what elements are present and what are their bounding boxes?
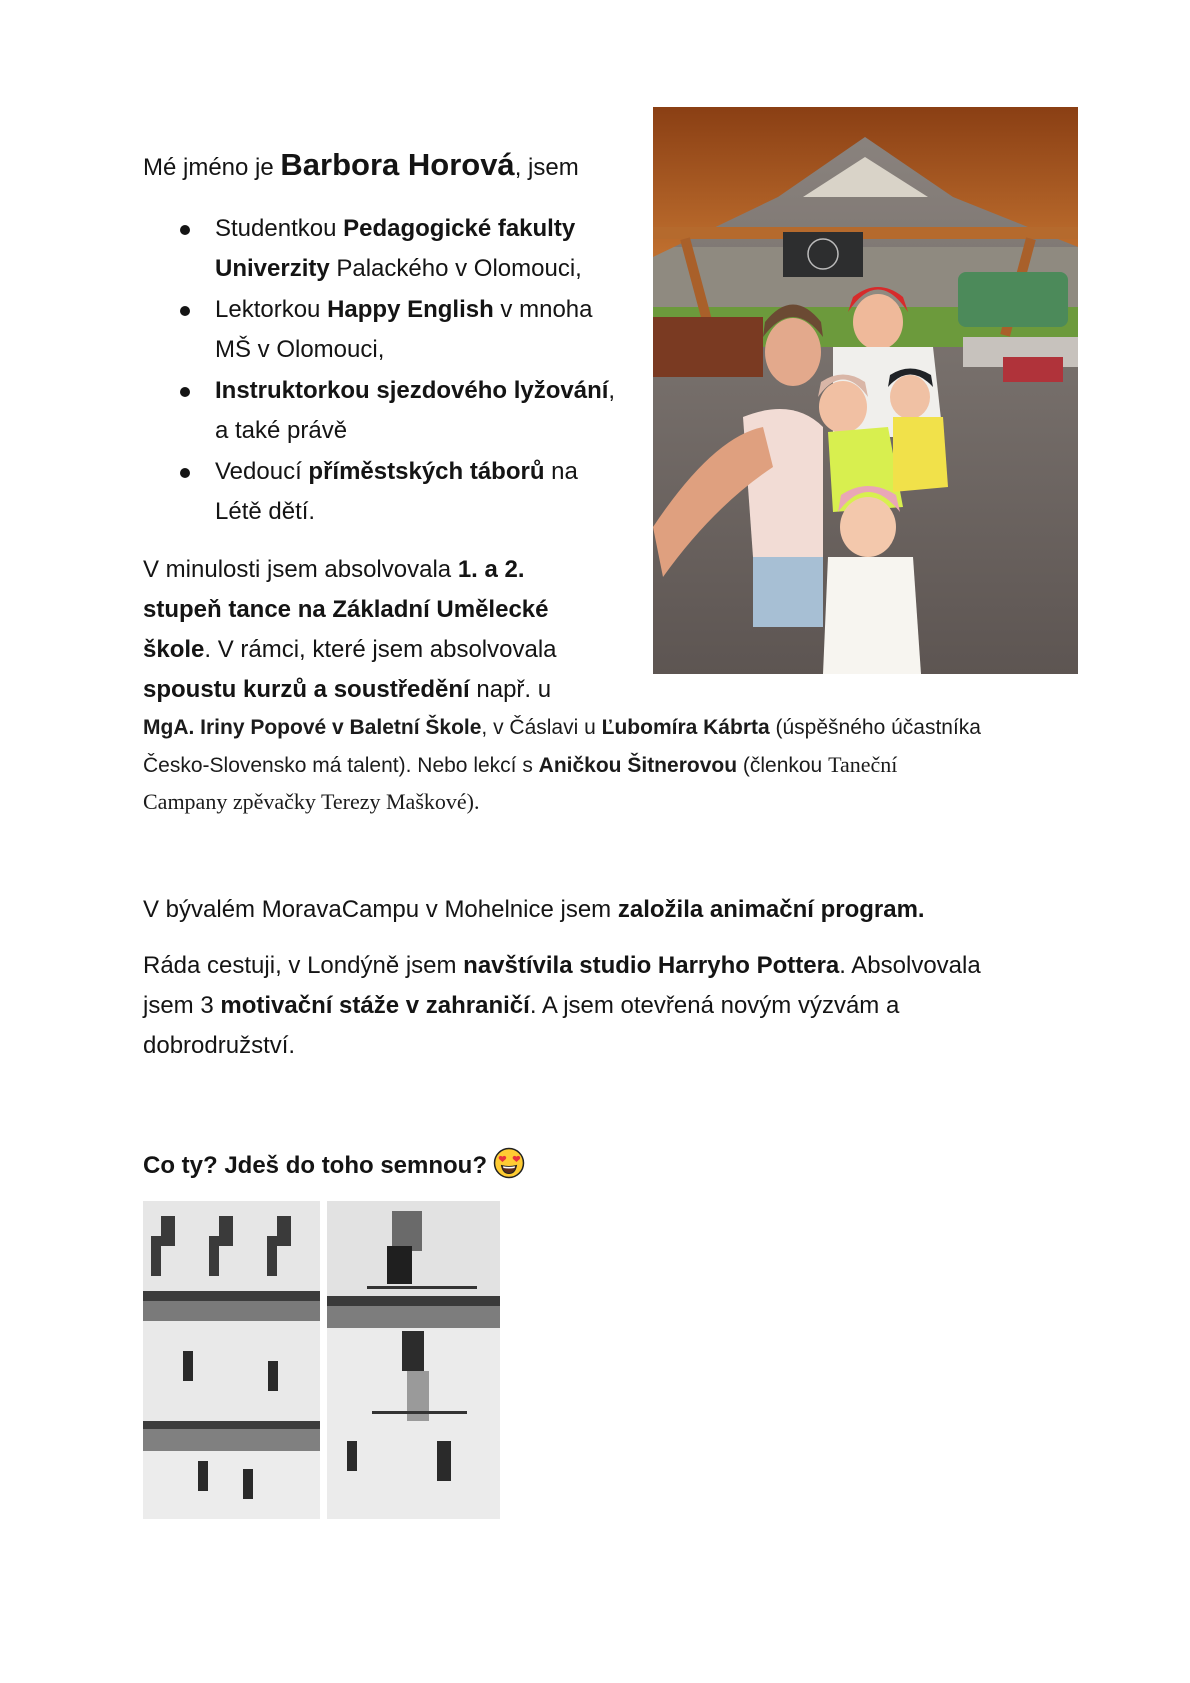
text-line	[143, 991, 899, 1021]
call-to-action	[143, 1147, 525, 1181]
text: dobrodružství.	[143, 1032, 296, 1059]
bullet-icon	[180, 468, 190, 478]
text: V bývalém MoravaCampu v Mohelnice jsem	[143, 896, 618, 923]
text: Campany zpěvačky Terezy Maškové).	[143, 789, 480, 814]
text-line	[143, 787, 479, 818]
text: v mnoha	[493, 296, 593, 323]
text-line	[215, 295, 592, 325]
bullet-icon	[180, 225, 190, 235]
text-line	[143, 713, 981, 743]
bold-text: Univerzity	[215, 255, 330, 282]
text-line	[215, 457, 578, 487]
text: V minulosti jsem absolvovala	[143, 556, 458, 583]
text-line	[215, 214, 575, 244]
text: Česko-Slovensko má talent). Nebo lekcí s	[143, 754, 539, 777]
text: (členkou	[737, 754, 829, 777]
author-name: Barbora Horová	[280, 147, 515, 182]
text-line	[143, 555, 525, 585]
bold-text: navštívila studio Harryho Pottera	[463, 952, 840, 979]
text: Lektorkou	[215, 296, 328, 323]
text: Taneční	[828, 752, 898, 777]
text: ,	[608, 377, 616, 404]
text: Ráda cestuji, v Londýně jsem	[143, 952, 464, 979]
intro-prefix: Mé jméno je	[143, 154, 281, 181]
text: a také právě	[215, 417, 348, 444]
text-line	[143, 951, 981, 981]
text: Studentkou	[215, 215, 344, 242]
bold-text: Instruktorkou sjezdového lyžování	[215, 377, 609, 404]
bold-text: Pedagogické fakulty	[343, 215, 576, 242]
bold-text: Aničkou Šitnerovou	[538, 754, 738, 777]
text: . V rámci, které jsem absolvovala	[204, 636, 557, 663]
ski-collage-right-photo	[327, 1201, 500, 1519]
group-selfie-photo	[653, 107, 1078, 674]
bold-text: příměstských táborů	[308, 458, 545, 485]
intro-line	[143, 147, 579, 183]
bold-text: 1. a 2.	[457, 556, 525, 583]
bold-text: Happy English	[327, 296, 494, 323]
text: (úspěšného účastníka	[769, 716, 981, 739]
text: Létě dětí.	[215, 498, 316, 525]
bold-text: MgA. Iriny Popové v Baletní Škole	[143, 716, 482, 739]
text: , v Čáslavi u	[481, 716, 602, 739]
bold-text: Ľubomíra Kábrta	[601, 716, 770, 739]
text-line	[143, 675, 551, 705]
cta-text: Co ty? Jdeš do toho semnou?	[143, 1152, 488, 1179]
text-line	[215, 416, 347, 446]
bullet-icon	[180, 387, 190, 397]
bold-text: stupeň tance na Základní Umělecké	[143, 596, 549, 623]
text-line	[215, 254, 582, 284]
text-line	[215, 376, 615, 406]
heart-eyes-emoji-icon	[493, 1147, 525, 1179]
text-line	[215, 335, 384, 365]
text: . A jsem otevřená novým výzvám a	[529, 992, 900, 1019]
text-line	[215, 497, 315, 527]
text: MŠ v Olomouci,	[215, 336, 385, 363]
text-line	[143, 595, 548, 625]
bullet-icon	[180, 306, 190, 316]
text: . Absolvovala	[839, 952, 981, 979]
ski-collage-left-photo	[143, 1201, 320, 1519]
intro-suffix: , jsem	[514, 154, 579, 181]
bold-text: motivační stáže v zahraničí	[220, 992, 530, 1019]
text: jsem 3	[143, 992, 221, 1019]
text: na	[544, 458, 578, 485]
moravacamp-line	[143, 895, 925, 925]
bold-text: založila animační program.	[617, 896, 925, 923]
bold-text: spoustu kurzů a soustředění	[143, 676, 470, 703]
text: např. u	[469, 676, 552, 703]
text: Vedoucí	[215, 458, 309, 485]
text-line	[143, 750, 897, 781]
text: Palackého v Olomouci,	[329, 255, 582, 282]
bold-text: škole	[143, 636, 205, 663]
text-line	[143, 635, 557, 665]
text-line	[143, 1031, 295, 1061]
